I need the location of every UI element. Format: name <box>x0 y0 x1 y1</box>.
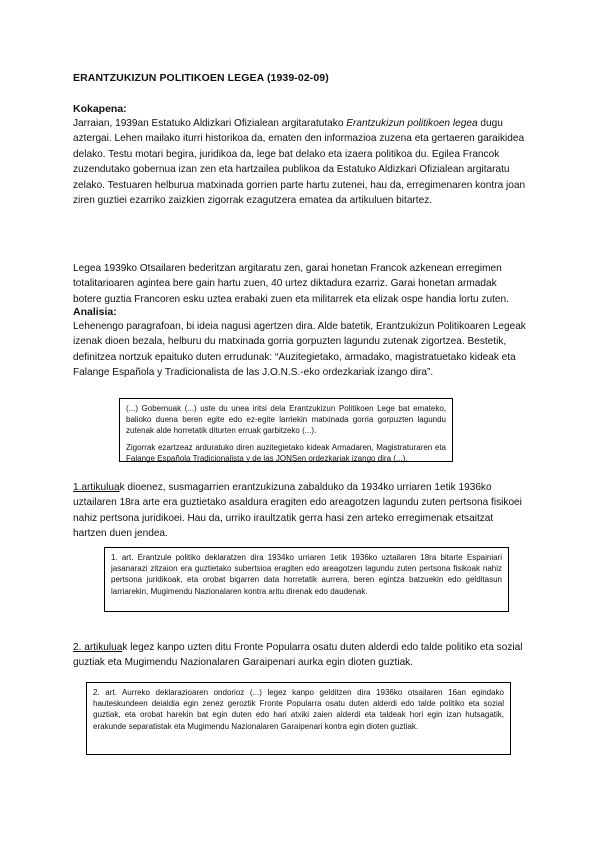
kokapena-paragraph-2: Legea 1939ko Otsailaren bederitzan argitaratu zen, garai honetan Francok azkenean erregimen totalitarioaren agintea bere gain hartu zuen, 40 urtez diktadura ezarriz. Garai honetan armadak botere guztia Francoren esku uztea erabaki zuen eta militarrek eta elizak ospe handia lortu zuten. <box>73 263 509 305</box>
article-1-paragraph <box>73 480 528 542</box>
article-1-label: 1.artikulua <box>73 482 120 493</box>
quote-box-article-1 <box>104 547 509 612</box>
article-2-paragraph <box>73 640 528 671</box>
kokapena-p1-before: Jarraian, 1939an Estatuko Aldizkari Ofizialean argitaratutako <box>73 118 347 129</box>
kokapena-paragraph-1 <box>73 116 528 208</box>
analisia-paragraph-1: Lehenengo paragrafoan, bi ideia nagusi agertzen dira. Alde batetik, Erantzukizun Politikoaren Legeak izenak dioen bezala, helburu du matxinada gorria gorpuzten lagundu zutenak zigortzea. Bestetik, definitzea nortzuk epaituko duten errudunak: “Auzitegietako, armadako, magistratuetako kideak eta Falange Española y Tradicionalista de las J.O.N.S.-eko ordezkariak izango dira”. <box>73 321 526 379</box>
quote-preamble-part-1: (...) Gobernuak (...) uste du unea iritsi dela Erantzukizun Politikoen Lege bat emateko, balioko duena beren egite edo ez-egite larriekin matxinada gorria gorpuzten lagundu zutenak alde horretatik diturten erruak garbitzeko (...). <box>126 404 446 436</box>
article-2-text: k legez kanpo uzten ditu Fronte Popularra osatu duten alderdi edo talde politiko eta sozial guztiak eta Mugimendu Nazionalaren Garaipenari aurka egin dioten guztiak. <box>73 642 523 669</box>
document-title: ERANTZUKIZUN POLITIKOEN LEGEA (1939-02-09) <box>73 72 329 84</box>
quote-box-preamble <box>119 398 453 462</box>
quote-preamble-part-2: Zigorrak ezartzeaz arduratuko diren auzitegietako kideak Armadaren, Magistraturaren eta Falange Española Tradicionalista y de las JONSen ordezkariak izango dira (...). <box>126 442 446 463</box>
quote-box-article-2 <box>86 682 511 755</box>
quote-article-2-text: 2. art. Aurreko deklarazioaren ondorioz (...) legez kanpo gelditzen dira 1936ko otsailaren 16an egindako hauteskundeen deialdia egin zenez geroztik Fronte Popularra osatu duten alderdi edo talde politiko eta sozial guztiak, eta orobat harekin bat egin duten edo hari atxiki zaien alderdi eta taldeak hori egin izan hutsagatik, erakunde separatistak eta Mugimendu Nazionalaren Garaipenari kontra egin dioten guztiak. <box>93 688 504 731</box>
kokapena-p1-after: dugu aztergai. Lehen mailako iturri historikoa da, ematen den informazioa zuzena eta gertaeren garaikidea delako. Testu motari begira, juridikoa da, lege bat delako eta izaera politikoa du. Egilea Francok zuzendutako gobernua izan zen eta hartzailea publikoa da Estatuko Aldizkari Ofizialean argitaratu zelako. Testuaren helburua matxinada gorrien parte hartu zutenei, hau da, erregimenaren kontra joan ziren guztiei ezarriko zaizkien zigorrak ezagutzera ematea da artikuluen bitartez. <box>73 118 526 207</box>
article-1-text: k dioenez, susmagarrien erantzukizuna zabalduko da 1934ko urriaren 1etik 1936ko uztailaren 18ra arte era guztietako asaldura eragiten edo areagotzen lagundu zuten pertsona fisikoei nahiz pertsona juridikoei. Hau da, urriko iraultzatik gerra hasi zen arteko erregimenak etsaitzat hartzen duen jendea. <box>73 482 522 540</box>
kokapena-heading: Kokapena: <box>73 103 127 115</box>
quote-article-1-text: 1. art. Erantzule politiko deklaratzen dira 1934ko urriaren 1etik 1936ko uztailaren 18ra bitarte Espainiari jasanarazi zitzaion era guztietako subertsioa eragiten edo areagotzen lagundu zuten pertsona fisikoak nahiz pertsona juridikoak, eta orobat bigarren data horretatik aurrera, beren egintza batzuekin edo gelditasun larriarekin, Mugimendu Nazionalaren kontra aritu direnak edo daudenak. <box>111 553 502 596</box>
analisia-heading: Analisia: <box>73 306 117 318</box>
law-title-italic: Erantzukizun politikoen legea <box>346 118 478 129</box>
article-2-label: 2. artikulua <box>73 642 123 653</box>
